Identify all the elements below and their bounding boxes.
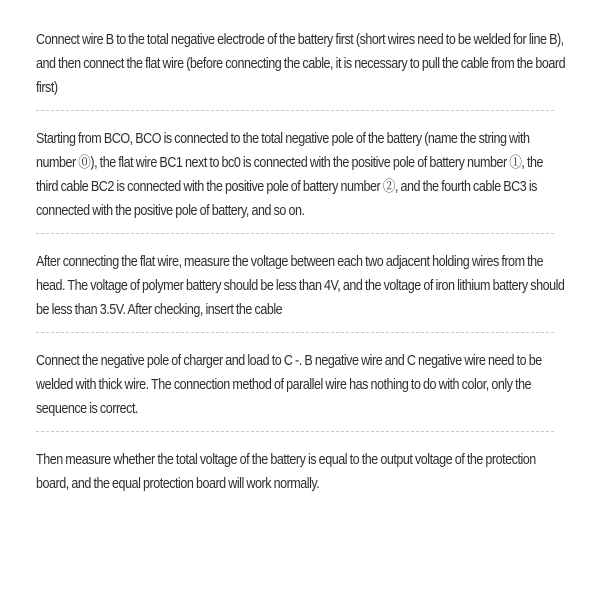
instruction-paragraph-4: Connect the negative pole of charger and load to C -. B negative wire and C negative wire need to be welded with thick wire. The connection method of parallel wire has nothing to do with color, only the sequence is correct.	[36, 353, 542, 417]
dashed-divider	[36, 431, 554, 432]
instruction-paragraph-2: Starting from BCO, BCO is connected to the total negative pole of the battery (name the string with number ⓪), the flat wire BC1 next to bc0 is connected with the positive pole of battery number ①, the third cable BC2 is connected with the positive pole of battery number ②, and the fourth cable BC3 is connected with the positive pole of battery, and so on.	[36, 131, 544, 219]
dashed-divider	[36, 110, 554, 111]
instruction-paragraph-1: Connect wire B to the total negative electrode of the battery first (short wires need to be welded for line B), and then connect the flat wire (before connecting the cable, it is necessary to pull the cable from the board first)	[36, 32, 566, 96]
instruction-paragraph-3: After connecting the flat wire, measure the voltage between each two adjacent holding wires from the head. The voltage of polymer battery should be less than 4V, and the voltage of iron lithium battery should be less than 3.5V. After checking, insert the cable	[36, 254, 565, 318]
instruction-paragraph-5: Then measure whether the total voltage of the battery is equal to the output voltage of the protection board, and the equal protection board will work normally.	[36, 452, 536, 492]
dashed-divider	[36, 233, 554, 234]
dashed-divider	[36, 332, 554, 333]
